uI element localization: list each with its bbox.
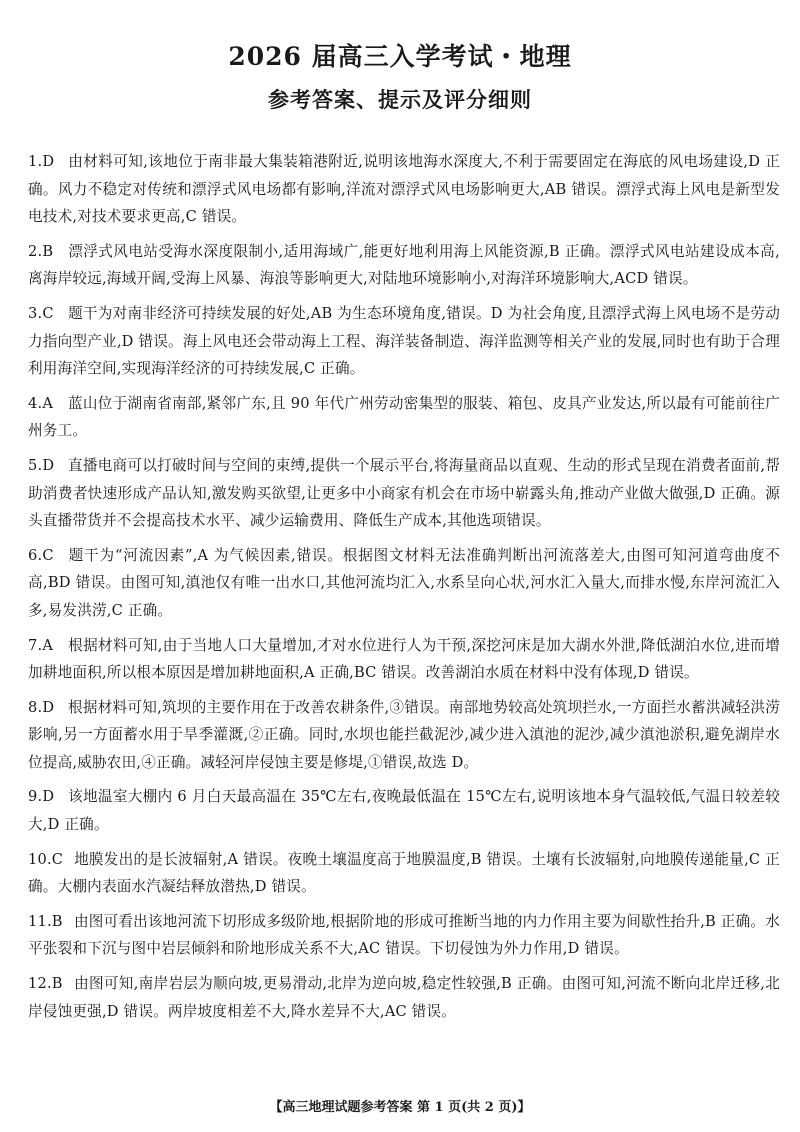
page-subtitle: 参考答案、提示及评分细则 xyxy=(268,87,532,112)
answer-number: 11.B xyxy=(28,912,63,930)
answer-explanation: 蓝山位于湖南省南部,紧邻广东,且 90 年代广州劳动密集型的服装、箱包、皮具产业发达,所以最有可能前往广州务工。 xyxy=(28,394,780,440)
answer-item xyxy=(28,390,780,445)
answer-number: 12.B xyxy=(28,975,63,993)
page-title: 2026 届高三入学考试・地理 xyxy=(228,42,572,71)
answer-item xyxy=(28,632,780,687)
answer-number: 9.D xyxy=(28,788,55,806)
answer-item xyxy=(28,694,780,777)
answer-item xyxy=(28,783,780,838)
answer-number: 4.A xyxy=(28,394,54,412)
answer-item xyxy=(28,846,780,901)
answer-item xyxy=(28,300,780,383)
answer-explanation: 直播电商可以打破时间与空间的束缚,提供一个展示平台,将海量商品以直观、生动的形式呈现在消费者面前,帮助消费者快速形成产品认知,激发购买欲望,让更多中小商家有机会在市场中崭露头角,推动产业做大做强,D 正确。源头直播带货并不会提高技术水平、减少运输费用、降低生产成本,其他选项错误。 xyxy=(28,456,780,530)
answer-number: 8.D xyxy=(28,698,55,716)
answers-list xyxy=(28,148,780,1032)
answer-number: 2.B xyxy=(28,242,54,260)
answer-explanation: 漂浮式风电站受海水深度限制小,适用海域广,能更好地利用海上风能资源,B 正确。漂浮式风电站建设成本高,离海岸较远,海域开阔,受海上风暴、海浪等影响更大,对陆地环境影响小,对海洋环境影响大,ACD 错误。 xyxy=(28,242,780,288)
answer-number: 1.D xyxy=(28,153,55,170)
answer-explanation: 由图可看出该地河流下切形成多级阶地,根据阶地的形成可推断当地的内力作用主要为间歇性抬升,B 正确。水平张裂和下沉与图中岩层倾斜和阶地形成关系不大,AC 错误。下切侵蚀为外力作用,D 错误。 xyxy=(28,912,780,958)
answer-number: 3.C xyxy=(28,304,54,322)
answer-number: 10.C xyxy=(28,850,64,868)
answer-explanation: 根据材料可知,筑坝的主要作用在于改善农耕条件,③错误。南部地势较高处筑坝拦水,一方面拦水蓄洪减轻洪涝影响,另一方面蓄水用于旱季灌溉,②正确。同时,水坝也能拦截泥沙,减少进入滇池的泥沙,减少滇池淤积,避免湖岸水位提高,威胁农田,④正确。减轻河岸侵蚀主要是修堤,①错误,故选 D。 xyxy=(28,698,780,771)
answer-explanation: 该地温室大棚内 6 月白天最高温在 35℃左右,夜晚最低温在 15℃左右,说明该地本身气温较低,气温日较差较大,D 正确。 xyxy=(28,788,780,834)
page-footer: 【高三地理试题参考答案 第 1 页(共 2 页)】 xyxy=(269,1100,531,1115)
answer-explanation: 题干为“河流因素”,A 为气候因素,错误。根据图文材料无法准确判断出河流落差大,由图可知河道弯曲度不高,BD 错误。由图可知,滇池仅有唯一出水口,其他河流均汇入,水系呈向心状,河水汇入量大,而排水慢,东岸河流汇入多,易发洪涝,C 正确。 xyxy=(28,546,780,619)
answer-item xyxy=(28,908,780,963)
answer-explanation: 地膜发出的是长波辐射,A 错误。夜晚土壤温度高于地膜温度,B 错误。土壤有长波辐射,向地膜传递能量,C 正确。大棚内表面水汽凝结释放潜热,D 错误。 xyxy=(28,850,780,896)
answer-item xyxy=(28,970,780,1025)
answer-item xyxy=(28,542,780,625)
answer-item xyxy=(28,148,780,231)
answer-explanation: 根据材料可知,由于当地人口大量增加,才对水位进行人为干预,深挖河床是加大湖水外泄,降低湖泊水位,进而增加耕地面积,所以根本原因是增加耕地面积,A 正确,BC 错误。改善湖泊水质在材料中没有体现,D 错误。 xyxy=(28,636,780,682)
answer-item xyxy=(28,452,780,535)
answer-explanation: 由材料可知,该地位于南非最大集装箱港附近,说明该地海水深度大,不利于需要固定在海底的风电场建设,D 正确。风力不稳定对传统和漂浮式风电场都有影响,洋流对漂浮式风电场影响更大,AB 错误。漂浮式海上风电是新型发电技术,对技术要求更高,C 错误。 xyxy=(28,153,780,226)
answer-number: 7.A xyxy=(28,636,54,654)
answer-explanation: 题干为对南非经济可持续发展的好处,AB 为生态环境角度,错误。D 为社会角度,且漂浮式海上风电场不是劳动力指向型产业,D 错误。海上风电还会带动海上工程、海洋装备制造、海洋监测等相关产业的发展,同时也有助于合理利用海洋空间,实现海洋经济的可持续发展,C 正确。 xyxy=(28,304,780,378)
answer-item xyxy=(28,238,780,293)
answer-number: 6.C xyxy=(28,546,54,564)
answer-explanation: 由图可知,南岸岩层为顺向坡,更易滑动,北岸为逆向坡,稳定性较强,B 正确。由图可知,河流不断向北岸迁移,北岸侵蚀更强,D 错误。两岸坡度相差不大,降水差异不大,AC 错误。 xyxy=(28,975,780,1020)
answer-number: 5.D xyxy=(28,456,55,474)
